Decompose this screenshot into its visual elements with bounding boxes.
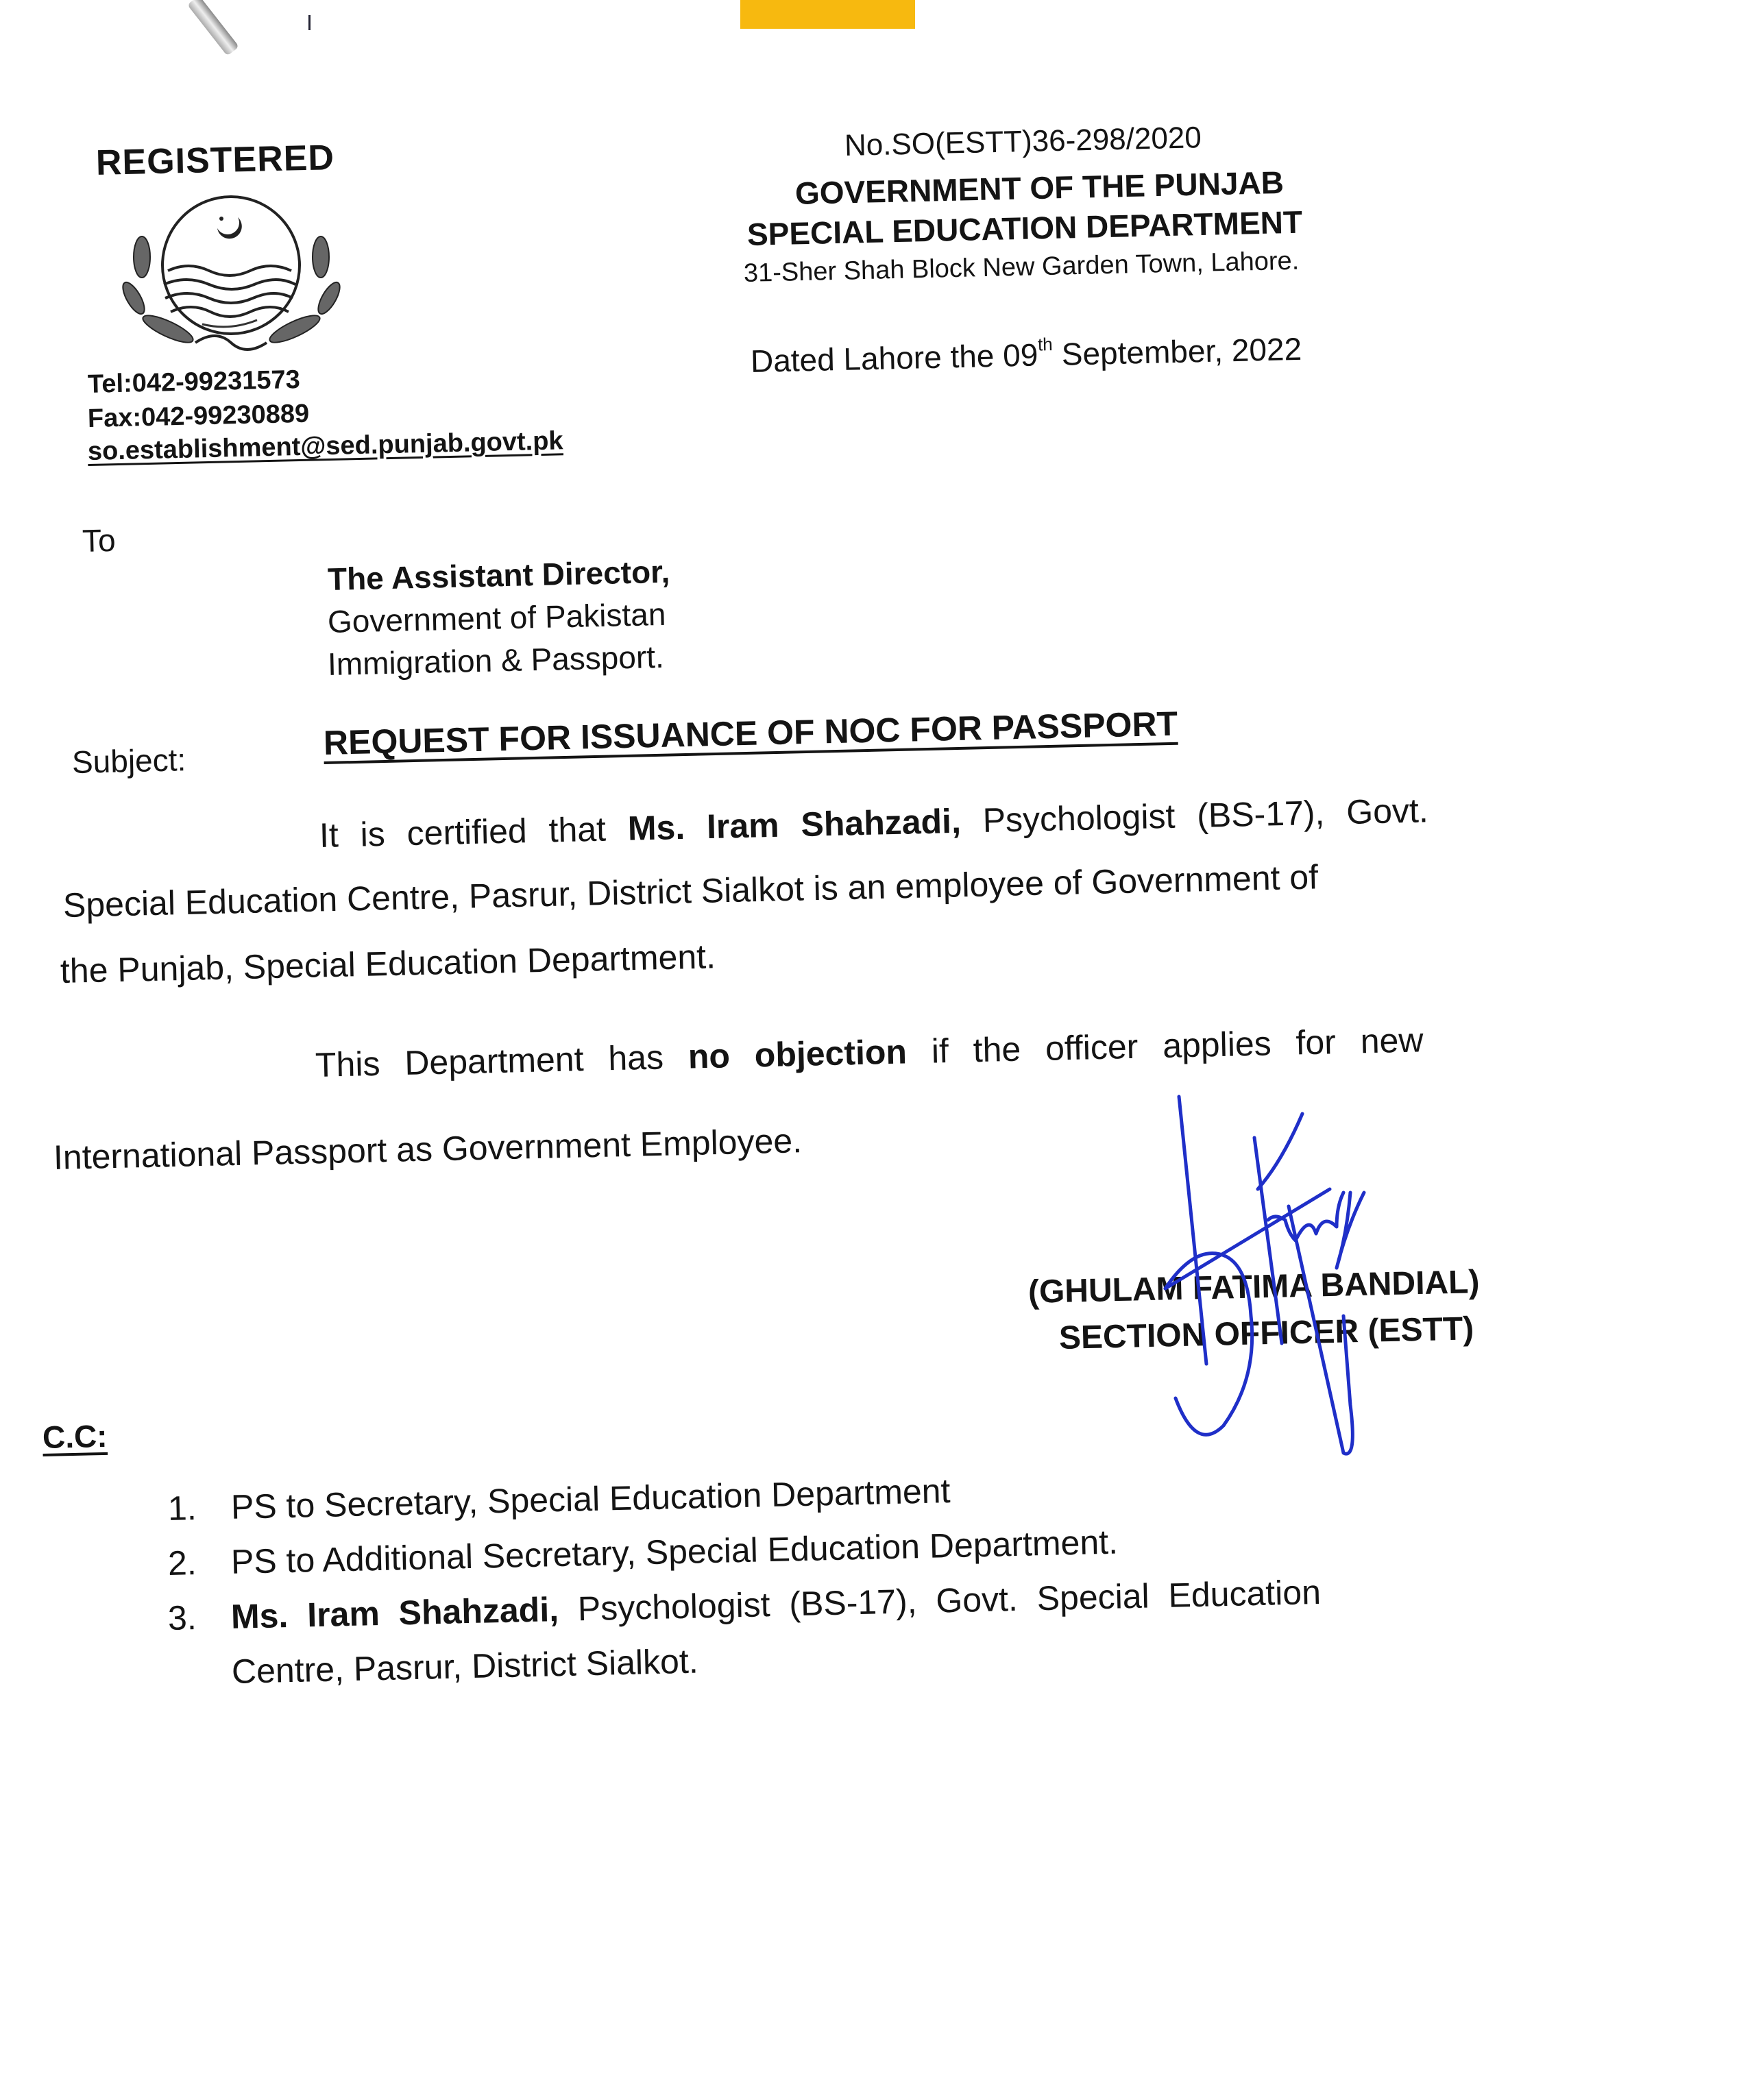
reference-number: No.SO(ESTT)36-298/2020 (844, 121, 1202, 162)
punjab-emblem-icon (113, 188, 350, 356)
department-heading: SPECIAL EDUCATION DEPARTMENT (746, 204, 1303, 252)
p1-text: Psychologist (BS-17), Govt. (960, 791, 1429, 840)
fax-number: Fax:042-99230889 (87, 399, 310, 433)
to-label: To (82, 522, 117, 559)
email-address: so.establishment@sed.punjab.govt.pk (87, 426, 564, 466)
ink-mark (308, 15, 311, 30)
cc-item-number: 3. (167, 1598, 197, 1637)
cc-item-text: Psychologist (BS-17), Govt. Special Education (558, 1572, 1322, 1629)
signatory-name: (GHULAM FATIMA BANDIAL) (1027, 1264, 1480, 1310)
cc-label: C.C: (42, 1417, 108, 1455)
cc-item (167, 1471, 951, 1528)
registered-label: REGISTERED (95, 138, 335, 183)
cc-item-text: PS to Secretary, Special Education Department (230, 1472, 951, 1526)
cc-item (167, 1572, 1321, 1638)
cc-item-continuation: Centre, Pasrur, District Sialkot. (231, 1641, 699, 1691)
addressee-office: Immigration & Passport. (327, 638, 665, 682)
cc-item-number: 2. (167, 1543, 197, 1583)
date-prefix: Dated Lahore the 09 (750, 337, 1038, 379)
addressee-organization: Government of Pakistan (327, 596, 666, 639)
addressee-title: The Assistant Director, (327, 553, 670, 597)
subject-label: Subject: (71, 742, 186, 780)
date-ordinal: th (1037, 333, 1054, 355)
telephone-number: Tel:042-99231573 (87, 365, 301, 399)
p1-text: It is certified that (319, 809, 629, 855)
paragraph-1-line-1 (319, 790, 1428, 855)
pen-edge-artifact (187, 0, 239, 56)
letter-date (750, 330, 1302, 380)
cc-item-number: 1. (167, 1489, 197, 1528)
employee-name: Ms. Iram Shahzadi, (627, 801, 962, 848)
paragraph-1-line-2: Special Education Centre, Pasrur, District Sialkot is an employee of Government of (62, 857, 1319, 925)
yellow-paper-tab (740, 0, 915, 29)
signatory-title: SECTION OFFICER (ESTT) (1058, 1310, 1474, 1356)
government-heading: GOVERNMENT OF THE PUNJAB (794, 164, 1285, 211)
no-objection-phrase: no objection (688, 1032, 908, 1076)
paragraph-2-line-2: International Passport as Government Employee. (53, 1121, 803, 1177)
paragraph-2-line-1 (315, 1020, 1424, 1085)
cc-item (167, 1522, 1118, 1583)
office-address: 31-Sher Shah Block New Garden Town, Lahore. (743, 246, 1300, 288)
cc-item-text: PS to Additional Secretary, Special Education Department. (230, 1522, 1119, 1581)
p2-text: This Department has (315, 1037, 689, 1084)
handwritten-signature (1124, 1083, 1508, 1467)
p2-text: if the officer applies for new (906, 1021, 1424, 1071)
cc-item-name: Ms. Iram Shahzadi, (230, 1590, 559, 1636)
subject-text: REQUEST FOR ISSUANCE OF NOC FOR PASSPORT (323, 704, 1178, 762)
paragraph-1-line-3: the Punjab, Special Education Department. (60, 937, 716, 990)
date-suffix: September, 2022 (1052, 330, 1302, 372)
